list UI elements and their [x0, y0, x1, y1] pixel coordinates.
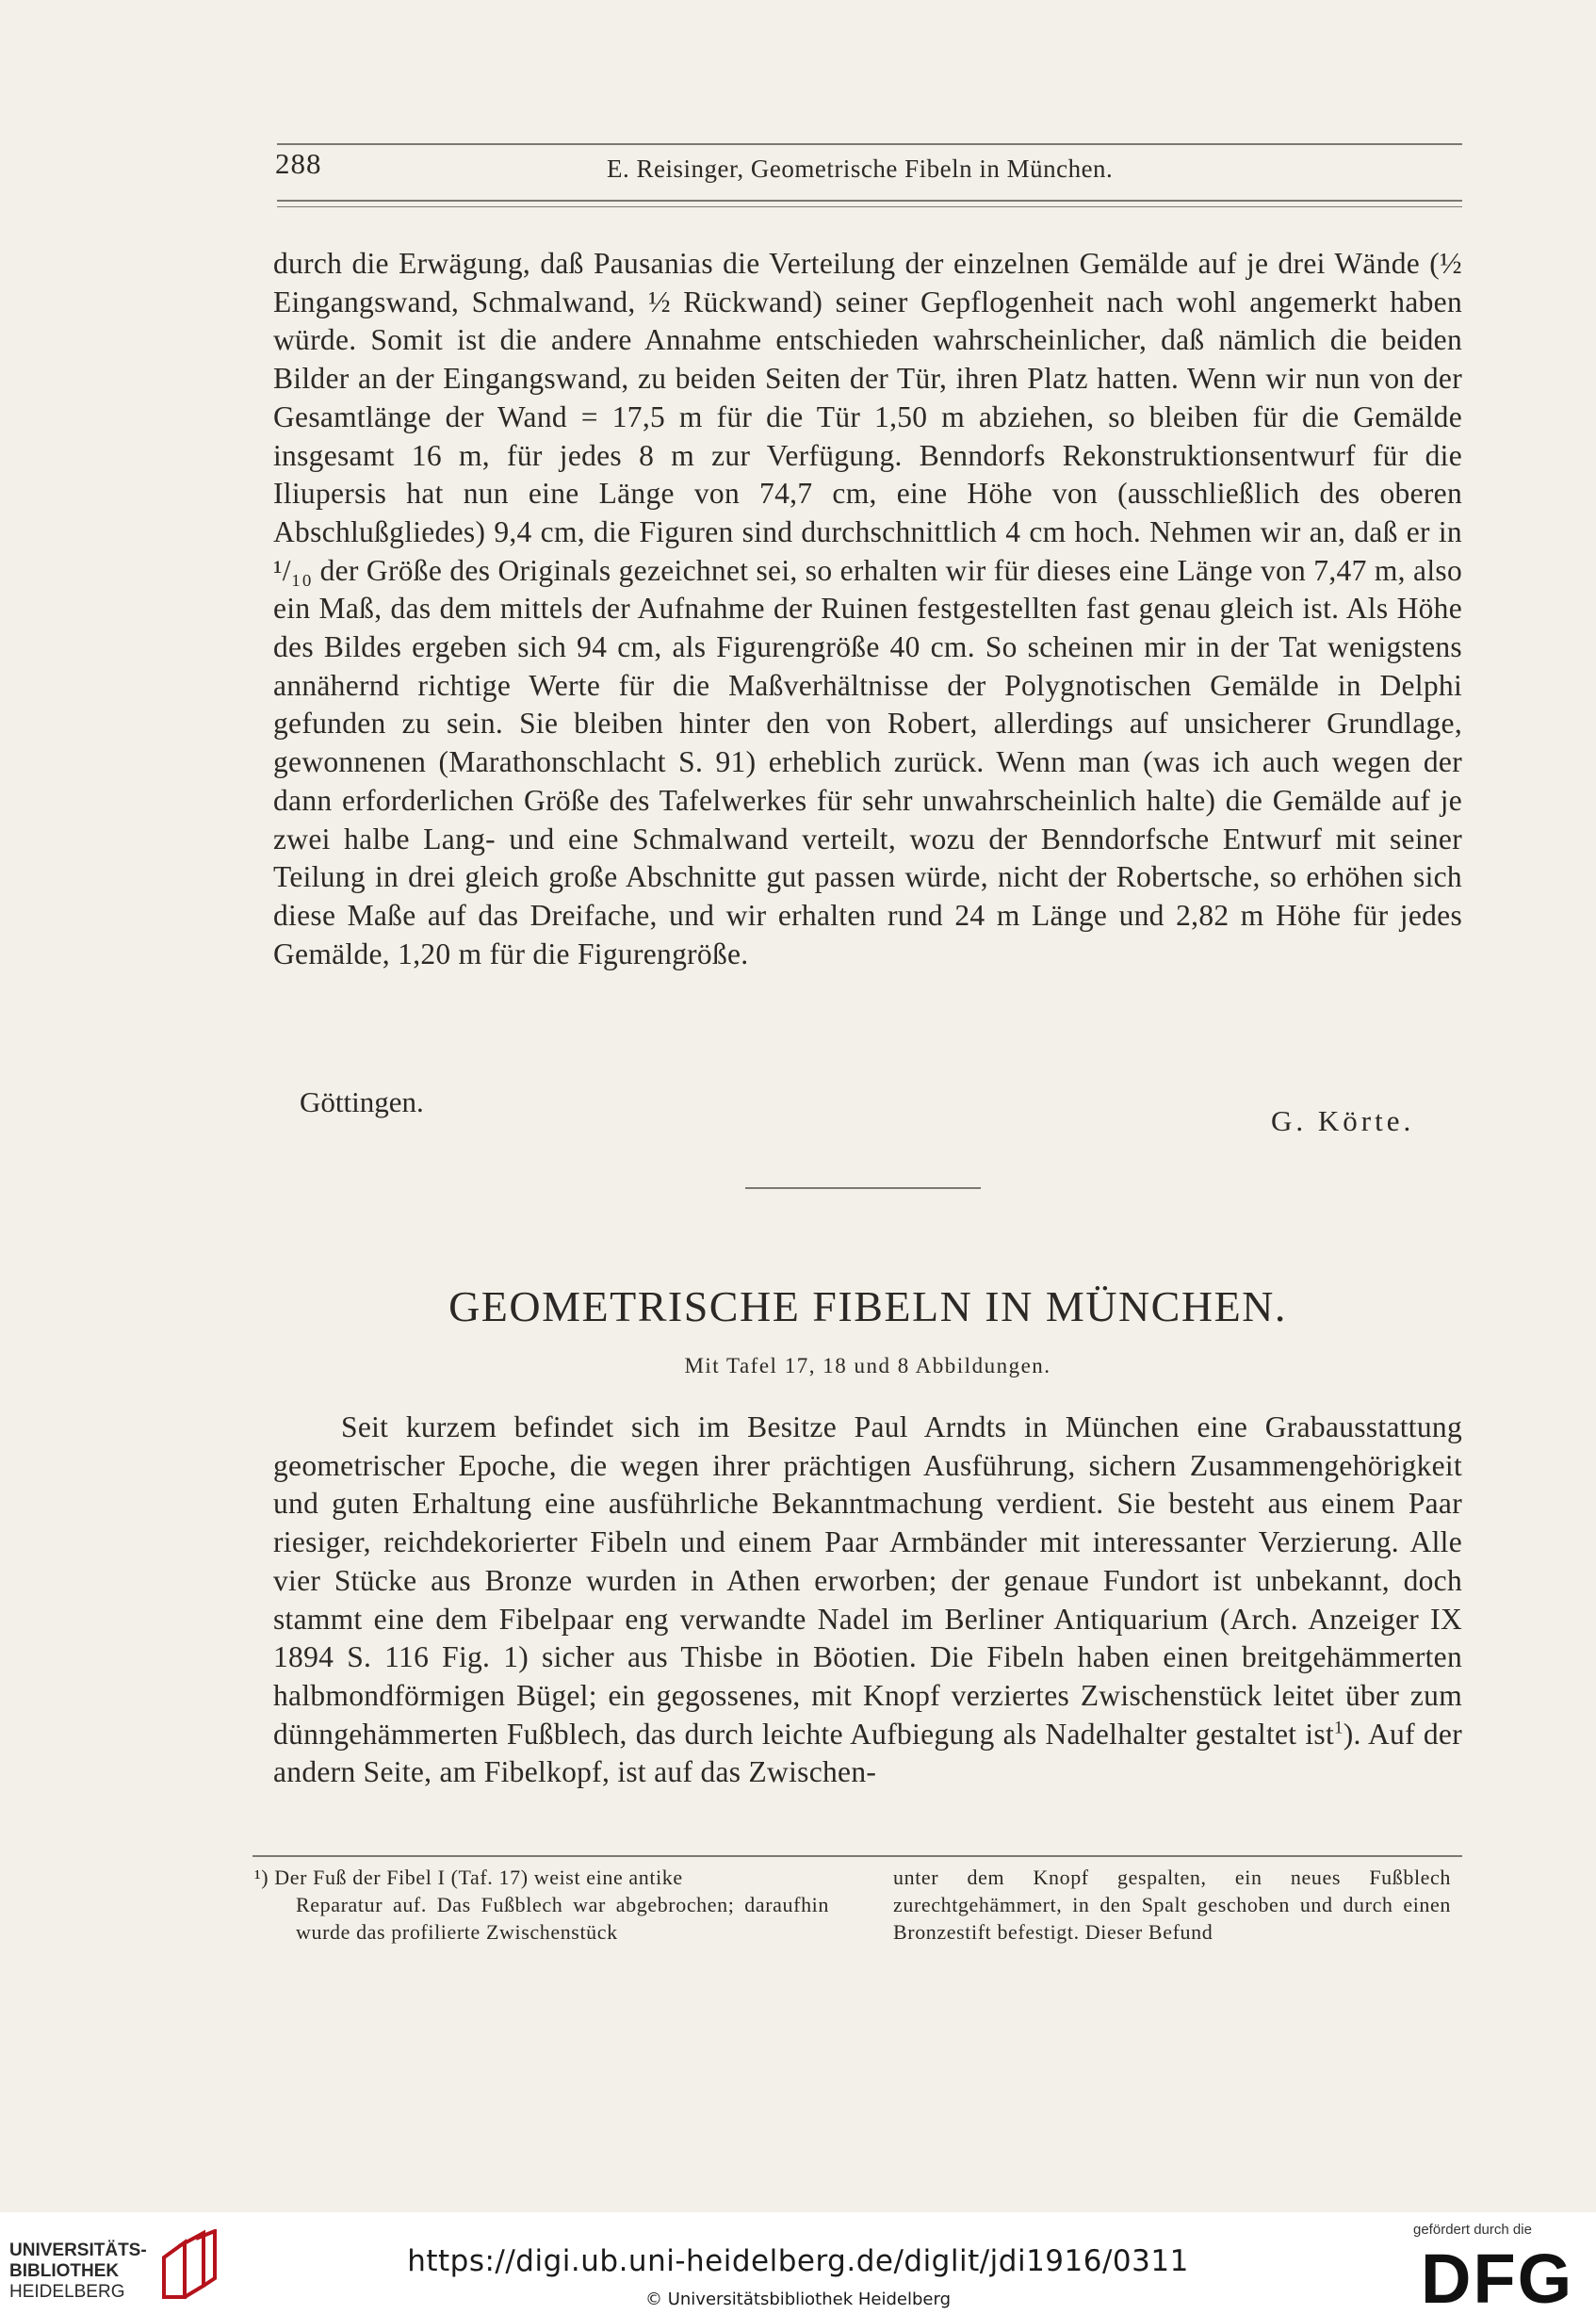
footnote-right-column: unter dem Knopf gespalten, ein neues Fußblech zurechtgehämmert, in den Spalt geschoben und durch einen Bronzestift befestigt. Dieser Befund [893, 1866, 1451, 1944]
section-separator [745, 1187, 981, 1189]
footnote-text-first: Der Fuß der Fibel I (Taf. 17) weist eine antike [274, 1866, 683, 1889]
dfg-logo-text: DFG [1421, 2246, 1574, 2308]
library-name-line1: UNIVERSITÄTS- [9, 2241, 147, 2260]
footnote-marker: ¹) [254, 1866, 269, 1889]
footnote-left-column [254, 1864, 829, 1946]
article-paragraph [273, 1409, 1462, 1792]
footer-bar [0, 2212, 1596, 2314]
library-name-line2: BIBLIOTHEK [9, 2261, 120, 2281]
page-number: 288 [275, 147, 322, 180]
previous-article-paragraph: durch die Erwägung, daß Pausanias die Verteilung der einzelnen Gemälde auf je drei Wände (½ Eingangswand, Schmalwand, ½ Rückwand) seiner Gepflogenheit nach wohl angemerkt haben würde. Somit ist die andere Annahme entschieden wahrscheinlicher, daß nämlich die beiden Bilder an der Eingangswand, zu beiden Seiten der Tür, ihren Platz hatten. Wenn wir nun von der Gesamtlänge der Wand = 17,5 m für die Tür 1,50 m abziehen, so bleiben für die Gemälde insgesamt 16 m, für jedes 8 m zur Verfügung. Benndorfs Rekonstruktionsentwurf für die Iliupersis hat nun eine Länge von 74,7 cm, eine Höhe von (ausschließlich des oberen Abschlußgliedes) 9,4 cm, die Figuren sind durchschnittlich 4 cm hoch. Nehmen wir an, daß er in ¹/₁₀ der Größe des Originals gezeichnet sei, so erhalten wir für dieses eine Länge von 7,47 m, also ein Maß, das dem mittels der Aufnahme der Ruinen festgestellten fast genau gleich ist. Als Höhe des Bildes ergeben sich 94 cm, als Figurengröße 40 cm. So scheinen mir in der Tat wenigstens annähernd richtige Werte für die Maßverhältnisse der Polygnotischen Gemälde in Delphi gefunden zu sein. Sie bleiben hinter den von Robert, allerdings auf unsicherer Grundlage, gewonnenen (Marathonschlacht S. 91) erheblich zurück. Wenn man (was ich auch wegen der dann erforderlichen Größe des Tafelwerkes für sehr unwahrscheinlich halte) die Gemälde auf je zwei halbe Lang- und eine Schmalwand verteilt, wozu der Benndorfsche Entwurf mit seiner Teilung in drei gleich große Abschnitte gut passen würde, nicht der Robertsche, so erhöhen sich diese Maße auf das Dreifache, und wir erhalten rund 24 m Länge und 2,82 m Höhe für jedes Gemälde, 1,20 m für die Figurengröße. [273, 247, 1462, 970]
footnote-reference[interactable]: 1 [1334, 1718, 1344, 1738]
article-paragraph-text-continued: ). Auf der andern Seite, am Fibelkopf, ist auf das Zwischen- [273, 1717, 1462, 1789]
article-subtitle: Mit Tafel 17, 18 und 8 Abbildungen. [684, 1354, 1051, 1377]
closing-author: G. Körte. [1271, 1104, 1415, 1137]
copyright-notice: © Universitätsbibliothek Heidelberg [644, 2290, 951, 2309]
running-head: E. Reisinger, Geometrische Fibeln in München. [607, 155, 1114, 183]
footnote-rule [252, 1855, 1462, 1857]
article-paragraph-text: Seit kurzem befindet sich im Besitze Paul Arndts in München eine Grabausstattung geometrischer Epoche, die wegen ihrer prächtigen Ausführung, sichern Zusammengehörigkeit und guten Erhaltung eine ausführliche Bekanntmachung verdient. Sie besteht aus einem Paar riesiger, reichdekorierter Fibeln und einem Paar Armbänder mit interessanter Verzierung. Alle vier Stücke aus Bronze wurden in Athen erworben; der genaue Fundort ist unbekannt, doch stammt eine dem Fibelpaar eng verwandte Nadel im Berliner Antiquarium (Arch. Anzeiger IX 1894 S. 116 Fig. 1) sicher aus Thisbe in Böotien. Die Fibeln haben einen breitgehämmerten halbmondförmigen Bügel; ein gegossenes, mit Knopf verziertes Zwischenstück leitet über zum dünngehämmerten Fußblech, das durch leichte Aufbiegung als Nadelhalter gestaltet ist [273, 1410, 1462, 1751]
header-rule-bottom [277, 200, 1462, 202]
permalink-url[interactable]: https://digi.ub.uni-heidelberg.de/diglit/jdi1916/0311 [407, 2244, 1189, 2278]
header-rule-top [277, 143, 1462, 145]
header-rule-bottom-thin [277, 206, 1462, 207]
footnote-text-left: Reparatur auf. Das Fußblech war abgebrochen; daraufhin wurde das profilierte Zwischenstück [296, 1893, 829, 1944]
library-name-line3: HEIDELBERG [9, 2282, 125, 2302]
closing-place: Göttingen. [300, 1085, 424, 1118]
dfg-logo-icon[interactable] [1421, 2246, 1581, 2308]
article-title: GEOMETRISCHE FIBELN IN MÜNCHEN. [448, 1282, 1287, 1330]
funding-caption: gefördert durch die [1413, 2222, 1532, 2238]
